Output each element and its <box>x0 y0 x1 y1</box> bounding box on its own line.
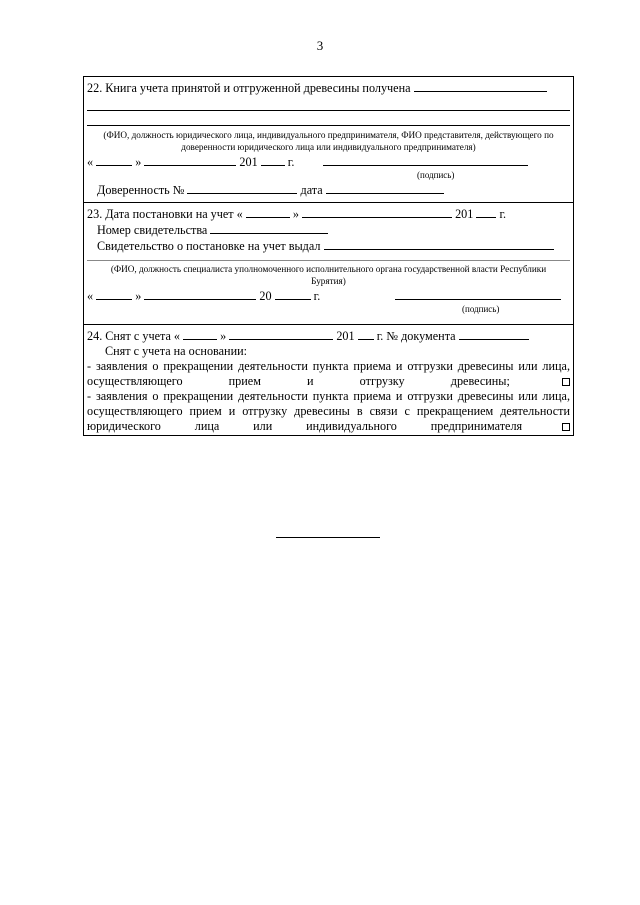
section-24 <box>84 325 573 435</box>
reason-2-checkbox[interactable] <box>562 423 570 431</box>
section-22-date-row <box>87 154 570 170</box>
document-number-label: г. № документа <box>376 329 456 343</box>
quote-close: » <box>220 329 227 343</box>
section-22-caption: (ФИО, должность юридического лица, индивидуального предпринимателя, ФИО представителя, действующего по доверенности юридического лица или индивидуального предпринимателя) <box>103 130 554 152</box>
certificate-issued-label: Свидетельство о постановке на учет выдал <box>97 239 321 253</box>
signature-field[interactable] <box>323 154 528 166</box>
year-prefix: 20 <box>259 289 272 303</box>
year-suffix: г. <box>499 207 507 221</box>
dereg-year-field[interactable] <box>358 328 374 340</box>
section-23 <box>84 203 573 325</box>
year-prefix: 201 <box>455 207 474 221</box>
power-of-attorney-label: Доверенность № <box>97 183 185 197</box>
quote-close: » <box>135 289 142 303</box>
issue-day-field[interactable] <box>96 288 132 300</box>
issuer-signature-field[interactable] <box>395 288 561 300</box>
end-separator-line <box>276 537 380 538</box>
section-23-caption: (ФИО, должность специалиста уполномоченного исполнительного органа государственной власти Республики Бурятия) <box>110 264 547 286</box>
section-24-title: 24. Снят с учета « <box>87 329 181 343</box>
document-number-field[interactable] <box>459 328 529 340</box>
section-23-title-row <box>87 206 570 222</box>
reason-2-text: - заявления о прекращении деятельности пункта приема и отгрузки древесины или лица, осуществляющего прием и отгрузку древесины в связи с прекращением деятельности юридического лица или индивидуального предпринимателя <box>87 389 570 433</box>
signature-caption: (подпись) <box>462 304 500 314</box>
month-field[interactable] <box>144 154 236 166</box>
power-of-attorney-field[interactable] <box>187 182 297 194</box>
deregistration-basis: Снят с учета на основании: <box>105 344 248 358</box>
quote-close: » <box>292 207 299 221</box>
reason-1-text: - заявления о прекращении деятельности пункта приема и отгрузки древесины или лица, осуществляющего прием и отгрузку древесины; <box>87 359 570 388</box>
quote-open: « <box>87 289 94 303</box>
reason-1-checkbox[interactable] <box>562 378 570 386</box>
year-prefix: 201 <box>336 329 355 343</box>
certificate-number-field[interactable] <box>210 222 328 234</box>
section-22 <box>84 77 573 203</box>
date-label: дата <box>300 183 323 197</box>
dereg-day-field[interactable] <box>183 328 217 340</box>
receiver-line-3[interactable] <box>87 111 570 126</box>
power-of-attorney-row <box>87 182 570 198</box>
day-field[interactable] <box>96 154 132 166</box>
year-suffix: г. <box>287 155 295 169</box>
year-suffix: г. <box>313 289 321 303</box>
certificate-number-row <box>87 222 570 238</box>
dereg-month-field[interactable] <box>229 328 333 340</box>
certificate-number-label: Номер свидетельства <box>97 223 208 237</box>
section-23-title: 23. Дата постановки на учет « <box>87 207 243 221</box>
issuer-line[interactable] <box>87 254 570 261</box>
section-22-title: 22. Книга учета принятой и отгруженной древесины получена <box>87 81 411 95</box>
receiver-line-2[interactable] <box>87 96 570 111</box>
quote-open: « <box>87 155 94 169</box>
year-prefix: 201 <box>239 155 258 169</box>
signature-caption: (подпись) <box>417 170 455 180</box>
issue-month-field[interactable] <box>144 288 256 300</box>
page-number: 3 <box>316 38 324 53</box>
registration-form <box>83 76 574 436</box>
reg-day-field[interactable] <box>246 206 290 218</box>
receiver-field[interactable] <box>414 80 547 92</box>
certificate-issued-field[interactable] <box>324 238 554 250</box>
certificate-issued-row <box>87 238 570 254</box>
section-24-title-row <box>87 328 570 344</box>
issue-year-field[interactable] <box>275 288 311 300</box>
quote-close: » <box>135 155 142 169</box>
section-22-title-row <box>87 80 570 96</box>
reason-1-row <box>87 359 570 389</box>
reason-2-row <box>87 389 570 434</box>
attorney-date-field[interactable] <box>326 182 444 194</box>
year-field[interactable] <box>261 154 285 166</box>
section-23-date-row <box>87 288 570 304</box>
reg-month-field[interactable] <box>302 206 452 218</box>
reg-year-field[interactable] <box>476 206 496 218</box>
